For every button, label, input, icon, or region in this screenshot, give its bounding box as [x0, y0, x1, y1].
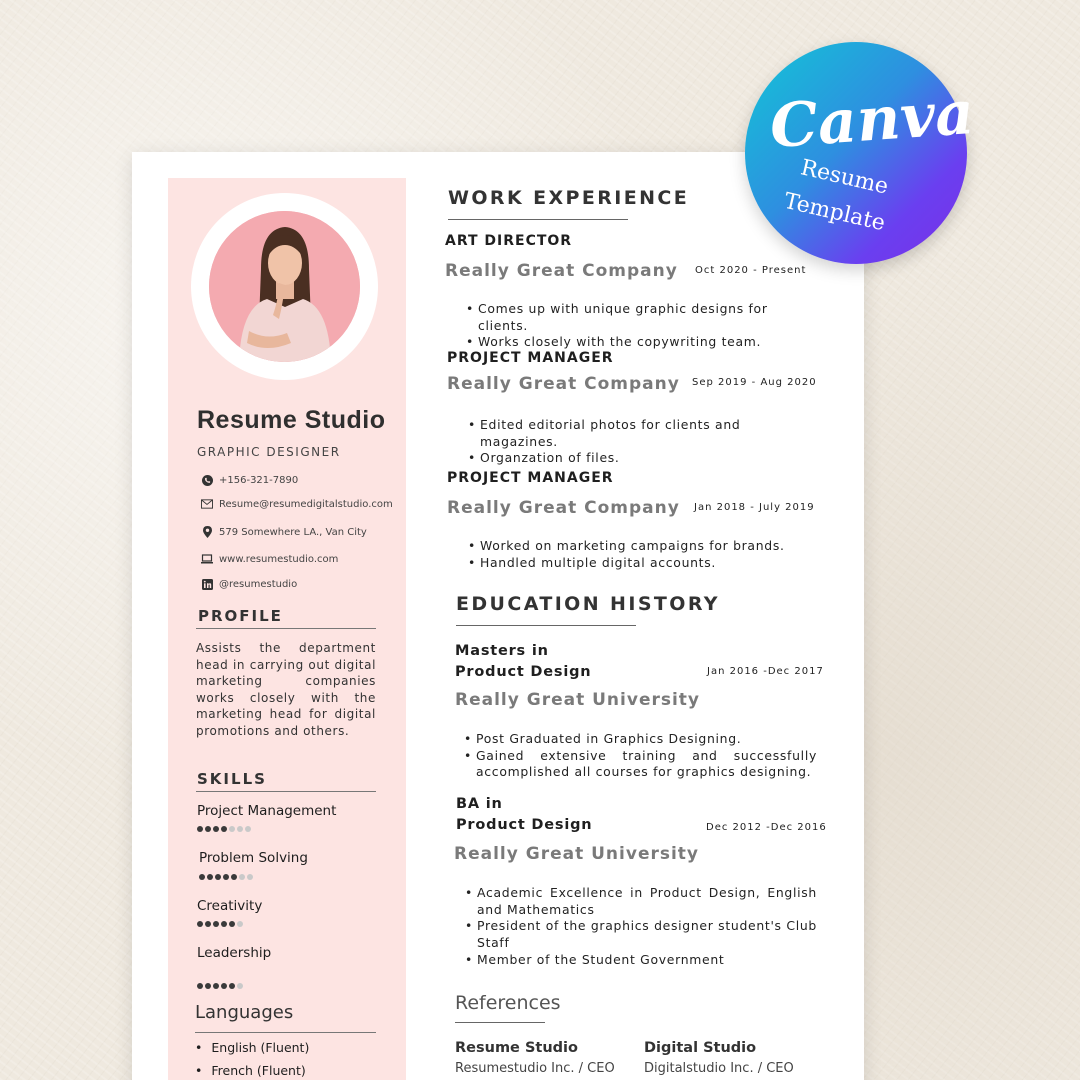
- contact-website-text: www.resumestudio.com: [219, 553, 339, 565]
- skill-rating: [199, 874, 253, 880]
- job-title: ART DIRECTOR: [445, 233, 573, 249]
- contact-phone: [201, 474, 298, 486]
- contact-linkedin: [201, 578, 297, 590]
- job-title: PROJECT MANAGER: [447, 350, 614, 366]
- list-item: • Edited editorial photos for clients and magazines.: [468, 417, 818, 450]
- education-divider: [456, 625, 636, 626]
- rating-dot: [213, 983, 219, 989]
- canva-logo: Canva: [767, 77, 977, 163]
- list-item: • Post Graduated in Graphics Designing.: [464, 731, 817, 748]
- education-dates: Jan 2016 -Dec 2017: [707, 666, 824, 677]
- rating-dot: [229, 921, 235, 927]
- skills-divider: [196, 791, 376, 792]
- rating-dot: [239, 874, 245, 880]
- work-experience-heading: WORK EXPERIENCE: [448, 187, 690, 209]
- laptop-icon: [201, 553, 213, 565]
- contact-phone-text: +156-321-7890: [219, 474, 299, 486]
- degree-line: BA in: [456, 796, 503, 812]
- list-item: • Handled multiple digital accounts.: [468, 555, 818, 572]
- location-pin-icon: [201, 526, 213, 538]
- candidate-role: GRAPHIC DESIGNER: [197, 445, 341, 459]
- job-dates: Oct 2020 - Present: [695, 265, 807, 276]
- skill-rating: [197, 983, 243, 989]
- education-dates: Dec 2012 -Dec 2016: [706, 822, 827, 833]
- skill-rating: [197, 826, 251, 832]
- reference-organization: Digitalstudio Inc. / CEO: [644, 1061, 794, 1076]
- rating-dot: [229, 826, 235, 832]
- reference-name: Digital Studio: [644, 1040, 757, 1056]
- rating-dot: [205, 826, 211, 832]
- rating-dot: [197, 983, 203, 989]
- rating-dot: [197, 826, 203, 832]
- rating-dot: [207, 874, 213, 880]
- rating-dot: [237, 826, 243, 832]
- rating-dot: [197, 921, 203, 927]
- rating-dot: [215, 874, 221, 880]
- job-dates: Sep 2019 - Aug 2020: [692, 377, 817, 388]
- language-item: • French (Fluent): [195, 1063, 306, 1078]
- profile-heading: PROFILE: [198, 607, 283, 625]
- degree-line: Masters in: [455, 643, 549, 659]
- job-title: PROJECT MANAGER: [447, 470, 614, 486]
- rating-dot: [221, 983, 227, 989]
- rating-dot: [199, 874, 205, 880]
- education-bullets: [465, 885, 817, 969]
- rating-dot: [205, 983, 211, 989]
- languages-divider: [195, 1032, 376, 1033]
- skill-rating: [197, 921, 243, 927]
- school-name: Really Great University: [455, 690, 701, 710]
- list-item: • Academic Excellence in Product Design, English and Mathematics: [465, 885, 817, 918]
- education-bullets: [464, 731, 817, 781]
- skill-name: Project Management: [197, 803, 337, 819]
- contact-linkedin-text: @resumestudio: [219, 578, 298, 590]
- job-dates: Jan 2018 - July 2019: [694, 502, 815, 513]
- phone-icon: [201, 474, 213, 486]
- candidate-name: Resume Studio: [197, 406, 386, 434]
- degree-line: Product Design: [455, 664, 592, 680]
- reference-organization: Resumestudio Inc. / CEO: [455, 1061, 615, 1076]
- contact-website: [201, 553, 338, 565]
- list-item: • Organzation of files.: [468, 450, 818, 467]
- badge-text-resume: Resume: [798, 155, 891, 200]
- rating-dot: [245, 826, 251, 832]
- rating-dot: [237, 921, 243, 927]
- contact-email-text: Resume@resumedigitalstudio.com: [219, 498, 393, 510]
- list-item: • Worked on marketing campaigns for brands.: [468, 538, 818, 555]
- degree-title: [456, 794, 592, 836]
- references-heading: References: [455, 992, 561, 1014]
- degree-title: [455, 641, 591, 683]
- rating-dot: [205, 921, 211, 927]
- rating-dot: [213, 826, 219, 832]
- company-name: Really Great Company: [447, 374, 680, 394]
- company-name: Really Great Company: [447, 498, 680, 518]
- profile-photo: [209, 211, 360, 362]
- contact-address-text: 579 Somewhere LA., Van City: [219, 526, 367, 538]
- profile-summary: Assists the department head in carrying out digital marketing companies works closely with the marketing head for digital promotions and others.: [196, 641, 376, 738]
- list-item: • President of the graphics designer student's Club Staff: [465, 918, 817, 951]
- skill-name: Problem Solving: [199, 850, 308, 866]
- job-bullets: [468, 538, 818, 571]
- linkedin-icon: [201, 578, 213, 590]
- job-bullets: [468, 417, 818, 467]
- languages-heading: Languages: [195, 1002, 294, 1023]
- list-item: • Comes up with unique graphic designs for clients.: [466, 301, 816, 334]
- reference-name: Resume Studio: [455, 1040, 578, 1056]
- language-item: • English (Fluent): [195, 1040, 309, 1055]
- company-name: Really Great Company: [445, 261, 678, 281]
- skill-name: Creativity: [197, 898, 263, 914]
- rating-dot: [247, 874, 253, 880]
- rating-dot: [229, 983, 235, 989]
- rating-dot: [223, 874, 229, 880]
- references-divider: [455, 1022, 545, 1023]
- list-item: • Works closely with the copywriting team.: [466, 334, 816, 351]
- rating-dot: [221, 826, 227, 832]
- mail-icon: [201, 498, 213, 510]
- school-name: Really Great University: [454, 844, 700, 864]
- contact-email: [201, 498, 393, 510]
- rating-dot: [221, 921, 227, 927]
- list-item: • Member of the Student Government: [465, 952, 817, 969]
- work-divider: [448, 219, 628, 220]
- skills-heading: SKILLS: [197, 770, 267, 788]
- rating-dot: [231, 874, 237, 880]
- contact-address: [201, 526, 367, 538]
- list-item: • Gained extensive training and successfully accomplished all courses for graphics designing.: [464, 748, 817, 781]
- badge-text-template: Template: [781, 188, 888, 237]
- education-heading: EDUCATION HISTORY: [456, 593, 720, 615]
- rating-dot: [237, 983, 243, 989]
- profile-divider: [196, 628, 376, 629]
- rating-dot: [213, 921, 219, 927]
- degree-line: Product Design: [456, 817, 593, 833]
- job-bullets: [466, 301, 816, 351]
- skill-name: Leadership: [197, 945, 272, 961]
